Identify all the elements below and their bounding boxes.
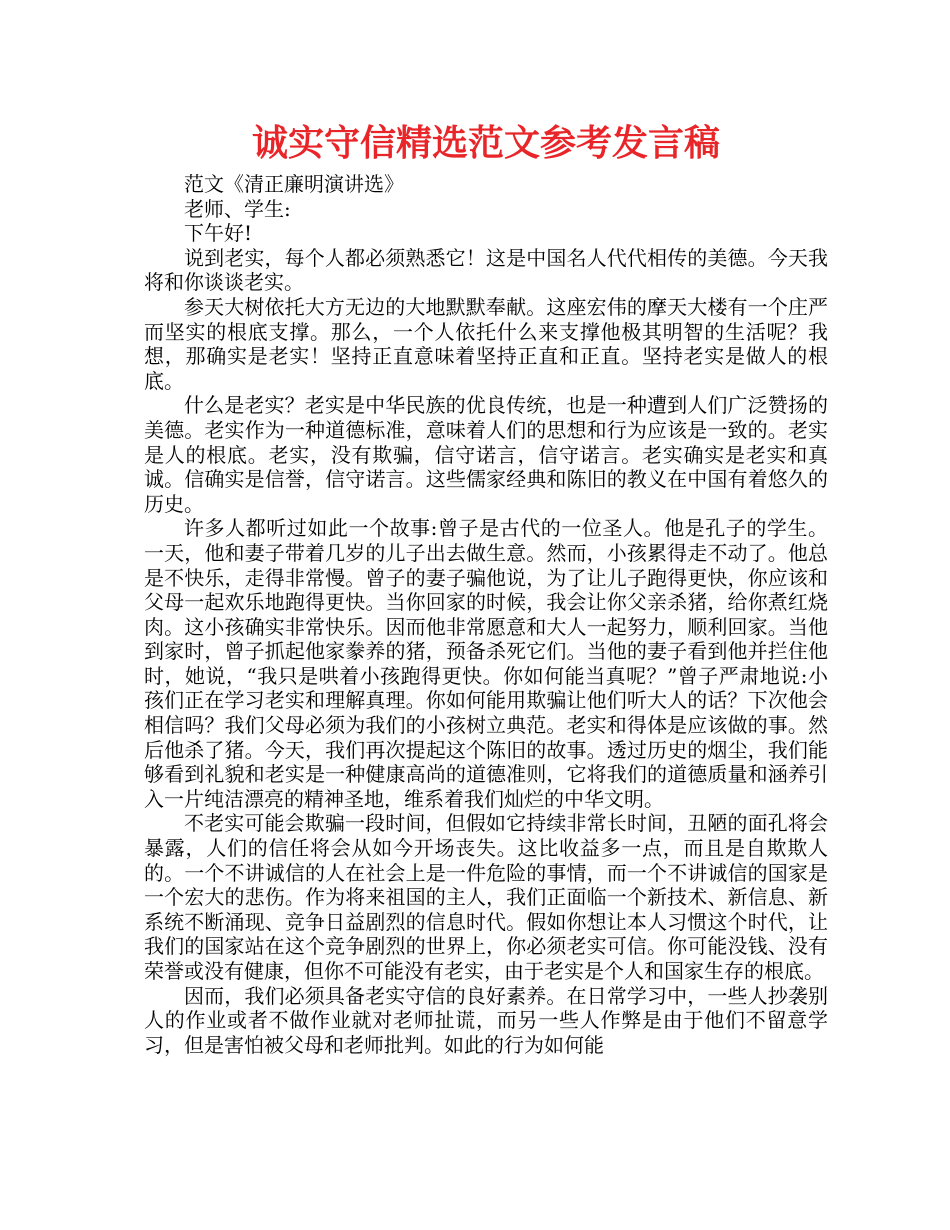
document-body — [144, 172, 828, 1057]
paragraph-zengzi-story: 许多人都听过如此一个故事:曾子是古代的一位圣人。他是孔子的学生。一天，他和妻子带着几岁的儿子出去做生意。然而，小孩累得走不动了。他总是不快乐，走得非常慢。曾子的妻子骗他说，为了让儿子跑得更快，你应该和父母一起欢乐地跑得更快。当你回家的时候，我会让你父亲杀猪，给你煮红烧肉。这小孩确实非常快乐。因而他非常愿意和大人一起努力，顺利回家。当他到家时，曾子抓起他家豢养的猪，预备杀死它们。当他的妻子看到他并拦住他时，她说，“我只是哄着小孩跑得更快。你如何能当真呢？”曾子严肃地说:小孩们正在学习老实和理解真理。你如何能用欺骗让他们听大人的话？下次他会相信吗？我们父母必须为我们的小孩树立典范。老实和得体是应该做的事。然后他杀了猪。今天，我们再次提起这个陈旧的故事。透过历史的烟尘，我们能够看到礼貌和老实是一种健康高尚的道德准则，它将我们的道德质量和涵养引入一片纯洁漂亮的精神圣地，维系着我们灿烂的中华文明。 — [144, 516, 828, 811]
paragraph-foundation: 参天大树依托大方无边的大地默默奉献。这座宏伟的摩天大楼有一个庄严而坚实的根底支撑。那么，一个人依托什么来支撑他极其明智的生活呢？我想，那确实是老实！坚持正直意味着坚持正直和正直。坚持老实是做人的根底。 — [144, 294, 828, 393]
greeting-line: 下午好! — [184, 221, 253, 246]
document-title: 诚实守信精选范文参考发言稿 — [251, 123, 720, 164]
paragraph-definition: 什么是老实？老实是中华民族的优良传统，也是一种遭到人们广泛赞扬的美德。老实作为一种道德标准，意味着人们的思想和行为应该是一致的。老实是人的根底。老实，没有欺骗，信守诺言，信守诺言。老实确实是老实和真诚。信确实是信誉，信守诺言。这些儒家经典和陈旧的教义在中国有着悠久的历史。 — [144, 393, 828, 516]
subtitle-line: 范文《清正廉明演讲选》 — [184, 172, 404, 196]
salutation-line: 老师、学生: — [184, 196, 291, 221]
paragraph-dishonesty: 不老实可能会欺骗一段时间，但假如它持续非常长时间，丑陋的面孔将会暴露，人们的信任将会从如今开场丧失。这比收益多一点，而且是自欺欺人的。一个不讲诚信的人在社会上是一件危险的事情，而一个不讲诚信的国家是一个宏大的悲伤。作为将来祖国的主人，我们正面临一个新技术、新信息、新系统不断涌现、竞争日益剧烈的信息时代。假如你想让本人习惯这个时代，让我们的国家站在这个竞争剧烈的世界上，你必须老实可信。你可能没钱、没有荣誉或没有健康，但你不可能没有老实，由于老实是个人和国家生存的根底。 — [144, 811, 828, 983]
paragraph-conclusion: 因而，我们必须具备老实守信的良好素养。在日常学习中，一些人抄袭别人的作业或者不做作业就对老师扯谎，而另一些人作弊是由于他们不留意学习，但是害怕被父母和老师批判。如此的行为如何能 — [144, 983, 828, 1057]
document-page — [144, 118, 828, 1057]
paragraph-intro: 说到老实，每个人都必须熟悉它！这是中国名人代代相传的美德。今天我将和你谈谈老实。 — [144, 245, 828, 295]
